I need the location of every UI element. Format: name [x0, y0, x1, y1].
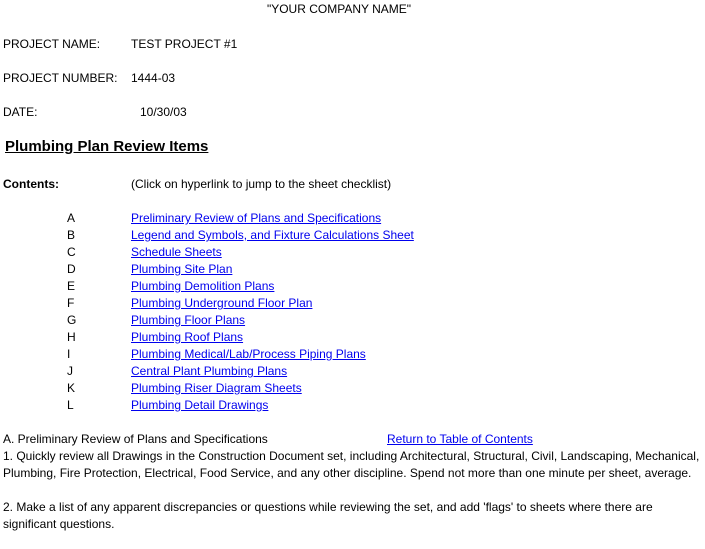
toc-letter: D	[67, 262, 76, 276]
toc-link[interactable]: Plumbing Medical/Lab/Process Piping Plans	[131, 347, 366, 361]
page-title: Plumbing Plan Review Items	[5, 138, 209, 155]
project-name-label: PROJECT NAME:	[3, 37, 101, 51]
date-label: DATE:	[3, 105, 38, 119]
contents-instruction: (Click on hyperlink to jump to the sheet checklist)	[131, 177, 392, 191]
toc-link[interactable]: Plumbing Site Plan	[131, 262, 233, 276]
date-value: 10/30/03	[140, 105, 187, 119]
toc-link[interactable]: Plumbing Demolition Plans	[131, 279, 275, 293]
section-a-item-1: 1. Quickly review all Drawings in the Construction Document set, including Architectural, Structural, Civil, Landscaping, Mechanical, Plumbing, Fire Protection, Electrical, Food Service, and any other discipline. Spend not more than one minute per sheet, average.	[3, 449, 700, 480]
toc-link[interactable]: Preliminary Review of Plans and Specifications	[131, 211, 382, 225]
toc-link[interactable]: Central Plant Plumbing Plans	[131, 364, 288, 378]
toc-link[interactable]: Plumbing Detail Drawings	[131, 398, 269, 412]
toc-letter: H	[67, 330, 76, 344]
toc-letter: J	[67, 364, 73, 378]
toc-link[interactable]: Legend and Symbols, and Fixture Calculations Sheet	[131, 228, 414, 242]
project-name-value: TEST PROJECT #1	[131, 37, 238, 51]
contents-label: Contents:	[3, 177, 59, 191]
toc-link[interactable]: Schedule Sheets	[131, 245, 222, 259]
toc-letter: E	[67, 279, 76, 293]
toc-letter: B	[67, 228, 76, 242]
toc-letter: A	[67, 211, 76, 225]
return-to-contents-link[interactable]: Return to Table of Contents	[387, 432, 533, 446]
toc-letter: I	[67, 347, 71, 361]
toc-link[interactable]: Plumbing Roof Plans	[131, 330, 244, 344]
toc-letter: K	[67, 381, 76, 395]
company-name: "YOUR COMPANY NAME"	[266, 2, 412, 16]
toc-letter: C	[67, 245, 76, 259]
toc-letter: G	[67, 313, 77, 327]
toc-letter: F	[67, 296, 75, 310]
toc-link[interactable]: Plumbing Underground Floor Plan	[131, 296, 313, 310]
toc-link[interactable]: Plumbing Floor Plans	[131, 313, 246, 327]
section-a-item-2: 2. Make a list of any apparent discrepancies or questions while reviewing the set, and add 'flags' to sheets where there are significant questions.	[3, 500, 653, 531]
toc-letter: L	[67, 398, 74, 412]
toc-link[interactable]: Plumbing Riser Diagram Sheets	[131, 381, 302, 395]
project-number-label: PROJECT NUMBER:	[3, 71, 118, 85]
project-number-value: 1444-03	[131, 71, 176, 85]
section-a-heading: A. Preliminary Review of Plans and Specifications	[3, 432, 268, 446]
